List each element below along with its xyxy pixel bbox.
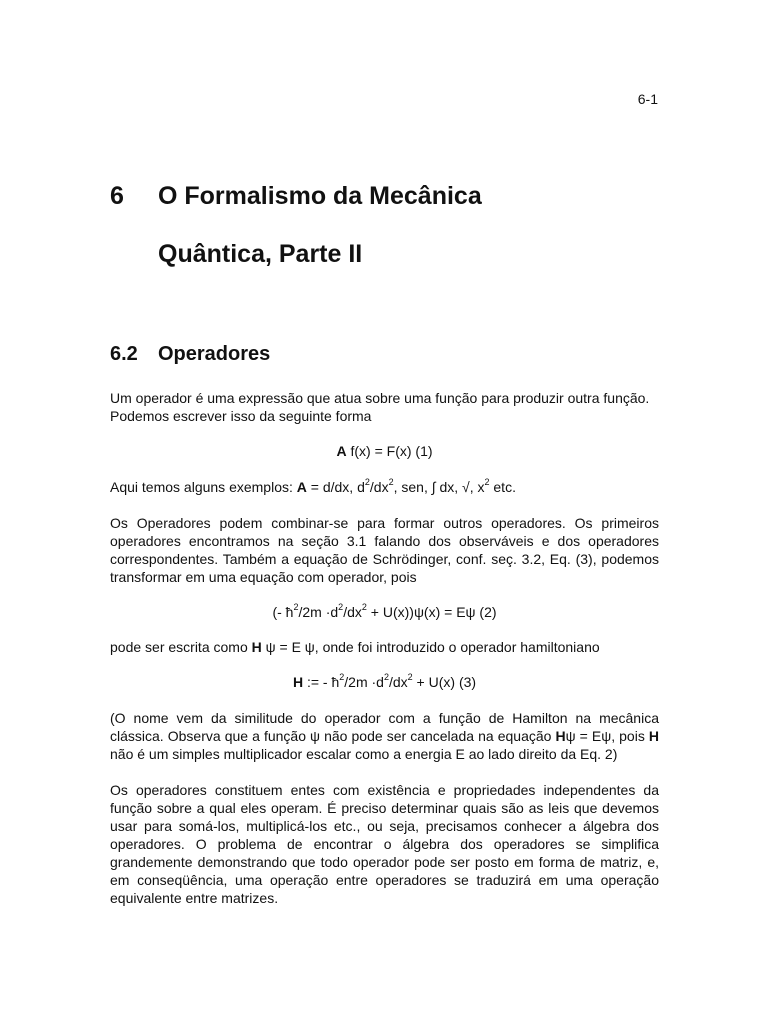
equation-2 [110,603,659,621]
operator-h: H [555,728,566,744]
eq2-text: /dx [343,604,362,620]
paragraph-1: Um operador é uma expressão que atua sobre uma função para produzir outra função. Podemos escrever isso da seguinte forma [110,390,650,424]
equation-1 [110,442,659,460]
eq3-text: := - ħ [303,674,340,690]
p2-text: /dx [369,479,389,495]
eq2-text: + U(x))ψ(x) = Eψ (2) [366,604,497,620]
operator-a: A [336,443,347,459]
superscript: 2 [484,477,490,488]
equation-3 [110,673,659,691]
superscript: 2 [339,672,345,683]
superscript: 2 [293,602,299,613]
p5-text: não é um simples multiplicador escalar como a energia E ao lado direito da Eq. 2) [110,746,618,762]
superscript: 2 [388,477,394,488]
section-heading [110,343,270,366]
eq3-text: /2m ·d [344,674,384,690]
paragraph-3: Os Operadores podem combinar-se para formar outros operadores. Os primeiros operadores encontramos na seção 3.1 falando dos observáveis e dos operadores correspondentes. Também a equação de Schrödinger, conf. seç. 3.2, Eq. (3), podemos transformar em uma equação com operador, pois [110,515,659,585]
p2-text: etc. [489,479,516,495]
paragraph-2 [110,478,659,496]
superscript: 2 [383,672,389,683]
p4-text: ψ = E ψ, onde foi introduzido o operador hamiltoniano [261,639,600,655]
chapter-title-line1: O Formalismo da Mecânica [158,182,482,210]
chapter-number: 6 [110,182,124,210]
superscript: 2 [364,477,370,488]
paragraph-6: Os operadores constituem entes com existência e propriedades independentes da função sobre a qual eles operam. É preciso determinar quais são as leis que devemos usar para somá-los, multiplicá-los etc., ou seja, precisamos conhecer a álgebra dos operadores. O problema de encontrar o álgebra dos operadores se simplifica grandemente demonstrando que todo operador pode ser posto em forma de matriz, e, em conseqüência, uma operação entre operadores se traduzirá em uma operação equivalente entre matrizes. [110,782,659,906]
eq2-text: (- ħ [272,604,294,620]
superscript: 2 [407,672,413,683]
operator-h: H [292,674,304,690]
page-number: 6-1 [637,91,658,107]
eq2-text: /2m ·d [298,604,339,620]
superscript: 2 [338,602,344,613]
p2-text: = d/dx, d [306,479,365,495]
p4-text: pode ser escrita como [110,639,252,655]
section-title: Operadores [158,343,271,365]
p2-text: Aqui temos alguns exemplos: [110,479,297,495]
section-number: 6.2 [110,343,138,365]
operator-a: A [296,479,307,495]
superscript: 2 [361,602,367,613]
p5-text: ψ = Eψ, pois [565,728,649,744]
body-text [110,389,659,907]
equation-1-text: f(x) = F(x) (1) [346,443,433,459]
p2-text: , sen, ∫ dx, √, x [393,479,485,495]
paragraph-4 [110,638,659,656]
operator-h: H [648,728,659,744]
chapter-title-line2: Quântica, Parte II [158,240,363,268]
p5-text: (O nome vem da similitude do operador com a função de Hamilton na mecânica clássica. Observa que a função ψ não pode ser cancelada na equação [110,710,659,744]
operator-h: H [251,639,262,655]
chapter-heading [110,167,670,283]
eq3-text: /dx [388,674,408,690]
paragraph-5 [110,709,659,763]
eq3-text: + U(x) (3) [412,674,477,690]
